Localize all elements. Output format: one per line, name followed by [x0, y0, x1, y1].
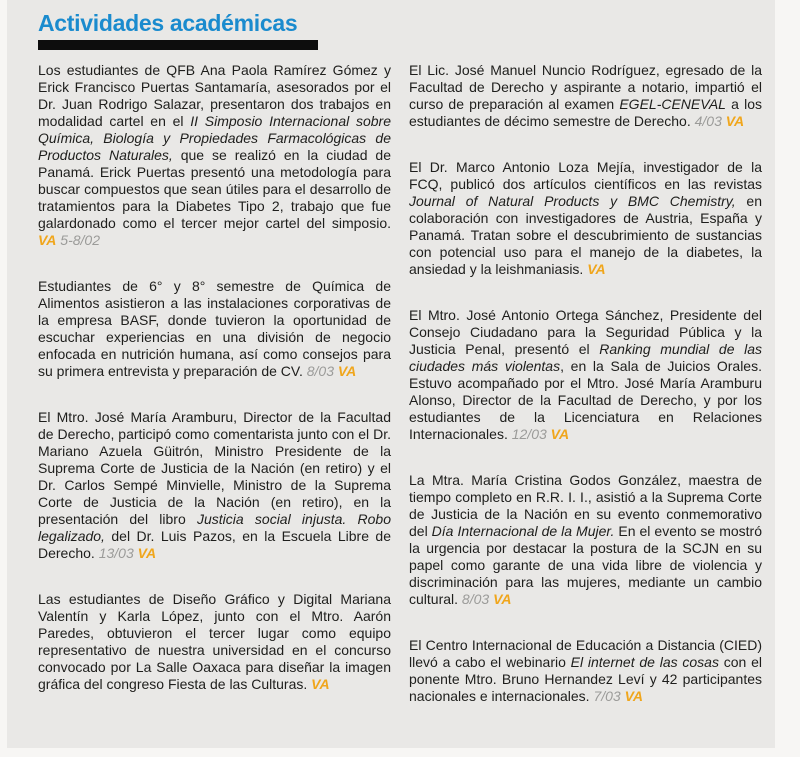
- text-segment: El Lic. José Manuel Nuncio Rodríguez, egresado de la Facultad de Derecho y aspirante a notario, impartió el curso de preparación al examen: [409, 62, 762, 112]
- text-segment: El Centro Internacional de Educación a Distancia (CIED) llevó a cabo el webinario: [409, 637, 762, 670]
- va-credit-label: VA: [624, 688, 644, 704]
- text-segment: , en la Sala de Juicios Orales. Estuvo acompañado por el Mtro. José María Aramburu Alonso, Director de la Facultad de Derecho, y por los estudiantes de la Licenciatura en Relaciones Internacionales.: [409, 358, 762, 442]
- paragraph: [38, 591, 391, 693]
- title-italic-segment: Ranking mundial de las ciudades más violentas: [409, 341, 762, 374]
- text-segment: La Mtra. María Cristina Godos González, maestra de tiempo completo en R.R. I. I., asistió a la Suprema Corte de Justicia de la Nación en su evento conmemorativo del: [409, 472, 762, 539]
- paragraph: [409, 307, 762, 443]
- paragraph: [409, 637, 762, 705]
- va-credit-label: VA: [137, 545, 157, 561]
- page: [7, 0, 775, 748]
- paragraph: [409, 159, 762, 278]
- date-label: 12/03: [511, 426, 551, 442]
- date-label: 7/03: [593, 688, 625, 704]
- paragraph: [409, 472, 762, 608]
- title-italic-segment: El internet de las cosas: [570, 654, 719, 670]
- text-segment: a los estudiantes de décimo semestre de Derecho.: [409, 96, 762, 129]
- date-label: 13/03: [98, 545, 138, 561]
- title-underline-bar: [38, 40, 318, 50]
- title-italic-segment: Día Internacional de la Mujer.: [431, 523, 615, 539]
- va-credit-label: VA: [493, 591, 512, 607]
- date-label: 5-8/02: [56, 232, 101, 248]
- text-segment: El Dr. Marco Antonio Loza Mejía, investigador de la FCQ, publicó dos artículos científicos en las revistas: [409, 159, 762, 192]
- text-segment: en colaboración con investigadores de Austria, España y Panamá. Tratan sobre el descubrimiento de sustancias con potencial uso para el manejo de la diabetes, la ansiedad y la leishmaniasis.: [409, 193, 762, 277]
- content-columns: [38, 62, 762, 734]
- title-italic-segment: Justicia social injusta. Robo legalizado,: [38, 511, 391, 544]
- date-label: 4/03: [694, 113, 726, 129]
- paragraph: [38, 278, 391, 380]
- text-segment: El Mtro. José Antonio Ortega Sánchez, Presidente del Consejo Ciudadano para la Seguridad Pública y la Justicia Penal, presentó el: [409, 307, 762, 357]
- text-segment: que se realizó en la ciudad de Panamá. Erick Puertas presentó una metodología para buscar compuestos que sean útiles para el desarrollo de tratamientos para la Diabetes Tipo 2, trabajo que fue galardonado como el tercer mejor cartel del simposio.: [38, 147, 391, 231]
- header: [38, 10, 762, 50]
- text-segment: con el ponente Mtro. Bruno Hernandez Leví y 42 participantes nacionales e internacionales.: [409, 654, 762, 704]
- text-segment: En el evento se mostró la urgencia por destacar la postura de la SCJN en su papel como garante de una vida libre de violencia y discriminación para las mujeres, mediante un cambio cultural.: [409, 523, 762, 607]
- va-credit-label: VA: [725, 113, 745, 129]
- va-credit-label: VA: [587, 261, 606, 277]
- text-segment: El Mtro. José María Aramburu, Director de la Facultad de Derecho, participó como comentarista junto con el Dr. Mariano Azuela Güitrón, Ministro Presidente de la Suprema Corte de Justicia de la Nación (en retiro) y el Dr. Carlos Sempé Minvielle, Ministro de la Suprema Corte de Justicia de la Nación (en retiro), en la presentación del libro: [38, 409, 391, 527]
- title-italic-segment: Journal of Natural Products y BMC Chemistry,: [409, 193, 736, 209]
- text-segment: Estudiantes de 6° y 8° semestre de Química de Alimentos asistieron a las instalaciones corporativas de la empresa BASF, donde tuvieron la oportunidad de escuchar experiencias en una división de negocio enfocada en nutrición humana, así como consejos para su primera entrevista y preparación de CV.: [38, 278, 391, 379]
- va-credit-label: VA: [337, 363, 357, 379]
- text-segment: Las estudiantes de Diseño Gráfico y Digital Mariana Valentín y Karla López, junto con el Mtro. Aarón Paredes, obtuvieron el tercer lugar como equipo representativo de nuestra universidad en el concurso convocado por La Salle Oaxaca para diseñar la imagen gráfica del congreso Fiesta de las Culturas.: [38, 591, 391, 692]
- page-title: Actividades académicas: [38, 10, 298, 36]
- date-label: 8/03: [461, 591, 494, 607]
- paragraph: [38, 409, 391, 562]
- va-credit-label: VA: [550, 426, 570, 442]
- title-italic-segment: EGEL-CENEVAL: [619, 96, 726, 112]
- text-segment: del Dr. Luis Pazos, en la Escuela Libre de Derecho.: [38, 528, 391, 561]
- left-column: [38, 62, 391, 734]
- title-italic-segment: II Simposio Internacional sobre Química, Biología y Propiedades Farmacológicas de Productos Naturales,: [38, 113, 391, 163]
- right-column: [409, 62, 762, 734]
- va-credit-label: VA: [311, 676, 330, 692]
- va-credit-label: VA: [38, 232, 57, 248]
- paragraph: [38, 62, 391, 249]
- text-segment: Los estudiantes de QFB Ana Paola Ramírez Gómez y Erick Francisco Puertas Santamaría, asesorados por el Dr. Juan Rodrigo Salazar, presentaron dos trabajos en modalidad cartel en el: [38, 62, 391, 129]
- paragraph: [409, 62, 762, 130]
- date-label: 8/03: [306, 363, 338, 379]
